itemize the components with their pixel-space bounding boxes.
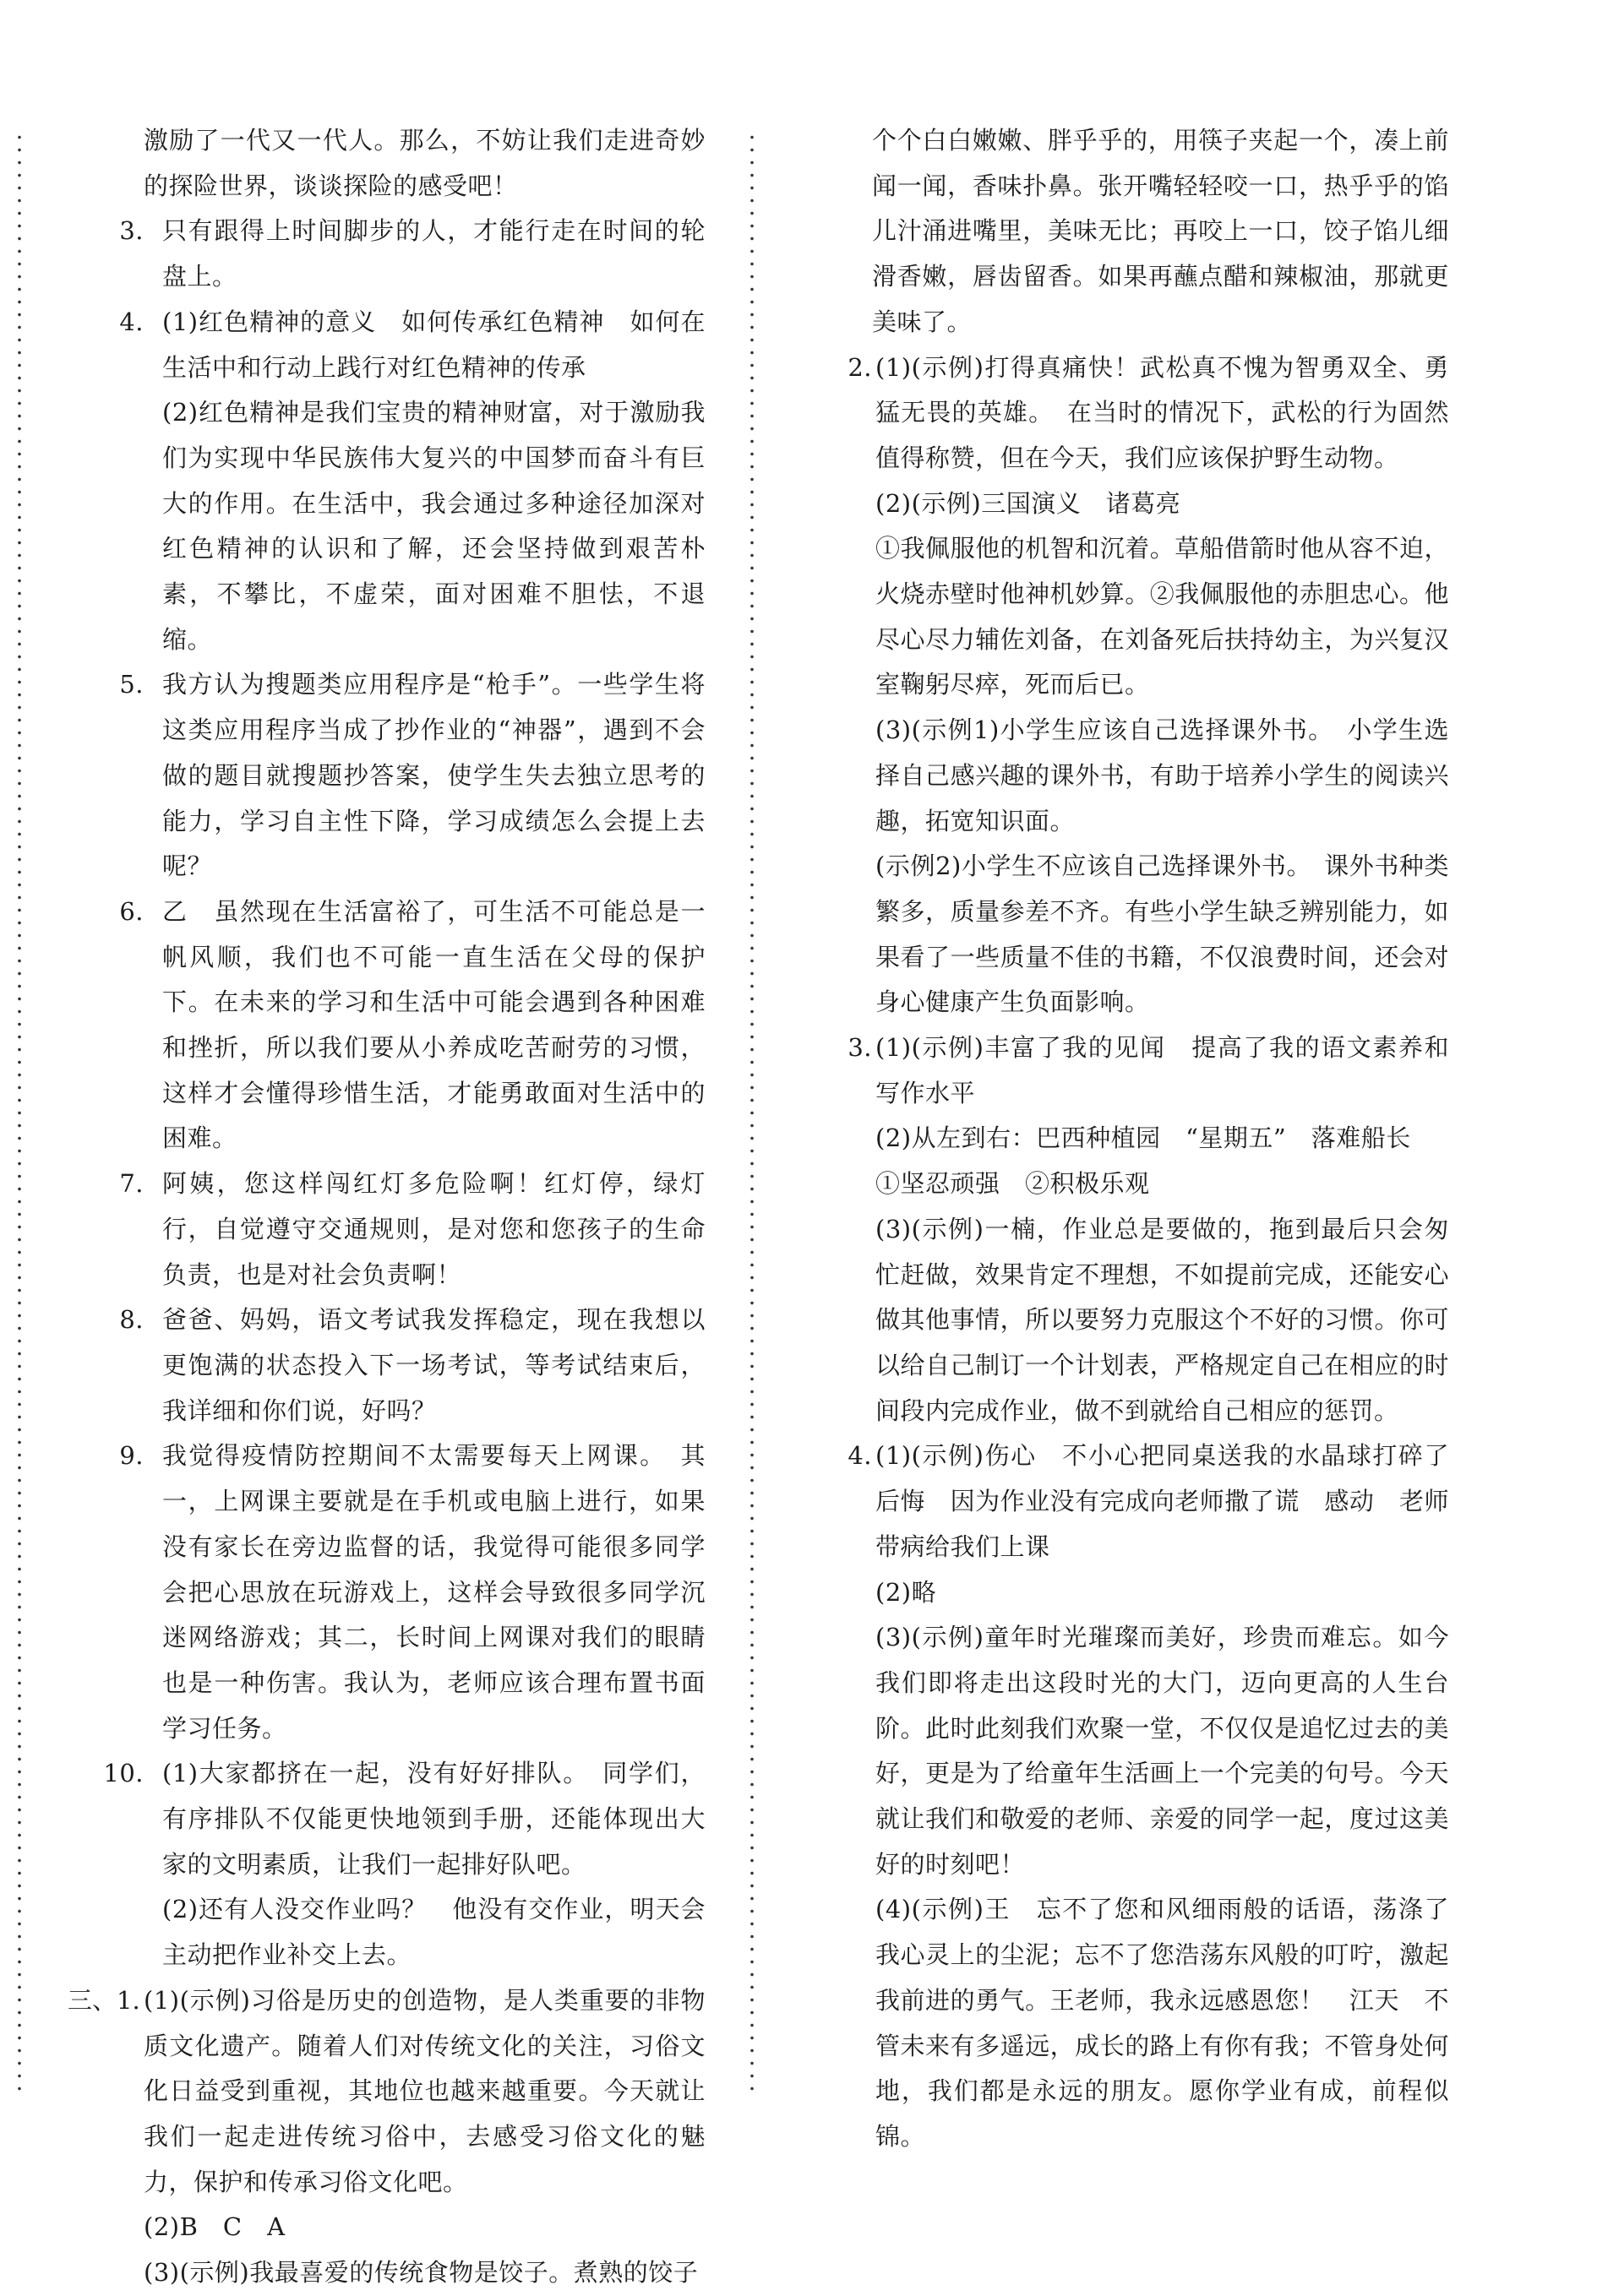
item-number: 6. (119, 896, 144, 926)
item-body (144, 1751, 706, 1978)
item-number: 3. (848, 1033, 872, 1063)
right-column (837, 118, 1474, 2160)
answer-item (68, 300, 706, 663)
item-number: 2. (848, 352, 872, 382)
answer-item (68, 890, 706, 1162)
section-three (68, 1978, 706, 2296)
item-body (144, 662, 706, 890)
answer-item (837, 345, 1449, 1026)
item-number: 10. (103, 1759, 144, 1788)
binding-dots-left (17, 131, 22, 2091)
answer-text: (3)(示例)童年时光璀璨而美好，珍贵而难忘。如今我们即将走出这段时光的大门，迈向更高的人生台阶。此时此刻我们欢聚一堂，不仅仅是追忆过去的美好，更是为了给童年生活画上一个完美的句号。今天就让我们和敬爱的老师、亲爱的同学一起，度过这美好的时刻吧！ (875, 1623, 1449, 1879)
answer-text: 爸爸、妈妈，语文考试我发挥稳定，现在我想以更饱满的状态投入下一场考试，等考试结束后，我详细和你们说，好吗？ (162, 1305, 706, 1425)
answer-text: ①我佩服他的机智和沉着。草船借箭时他从容不迫，火烧赤壁时他神机妙算。②我佩服他的赤胆忠心。他尽心尽力辅佐刘备，在刘备死后扶持幼主，为兴复汉室鞠躬尽瘁，死而后已。 (875, 534, 1449, 699)
answer-item (68, 1434, 706, 1751)
answer-text: (示例2)小学生不应该自己选择课外书。 课外书种类繁多，质量参差不齐。有些小学生缺乏辨别能力，如果看了一些质量不佳的书籍，不仅浪费时间，还会对身心健康产生负面影响。 (875, 851, 1449, 1017)
answer-text: 只有跟得上时间脚步的人，才能行走在时间的轮盘上。 (162, 216, 706, 291)
answer-item (68, 1162, 706, 1298)
item-number: 3. (119, 216, 144, 246)
answer-item (837, 1434, 1474, 2159)
left-column (68, 118, 706, 2296)
continuation-text: 个个白白嫩嫩、胖乎乎的，用筷子夹起一个，凑上前闻一闻，香味扑鼻。张开嘴轻轻咬一口，热乎乎的馅儿汁涌进嘴里，美味无比；再咬上一口，饺子馅儿细滑香嫩，唇齿留香。如果再蘸点醋和辣椒油，那就更美味了。 (872, 126, 1449, 336)
answer-text: (3)(示例)一楠，作业总是要做的，拖到最后只会匆忙赶做，效果肯定不理想，不如提前完成，还能安心做其他事情，所以要努力克服这个不好的习惯。你可以给自己制订一个计划表，严格规定自己在相应的时间段内完成作业，做不到就给自己相应的惩罚。 (875, 1214, 1449, 1425)
answer-text: (1)(示例)习俗是历史的创造物，是人类重要的非物质文化遗产。随着人们对传统文化的关注，习俗文化日益受到重视，其地位也越来越重要。今天就让我们一起走进传统习俗中，去感受习俗文化的魅力，保护和传承习俗文化吧。 (144, 1985, 706, 2196)
item-number: 7. (119, 1169, 144, 1199)
item-body (144, 1162, 706, 1298)
continuation-text: 激励了一代又一代人。那么，不妨让我们走进奇妙的探险世界，谈谈探险的感受吧！ (144, 126, 706, 200)
answer-text: (1)(示例)伤心 不小心把同桌送我的水晶球打碎了 后悔 因为作业没有完成向老师撒了谎 感动 老师带病给我们上课 (875, 1441, 1474, 1561)
answer-item (68, 209, 706, 299)
item-body (144, 1434, 706, 1751)
answer-text: (3)(示例1)小学生应该自己选择课外书。 小学生选择自己感兴趣的课外书，有助于培养小学生的阅读兴趣，拓宽知识面。 (875, 715, 1449, 835)
item-number: 4. (119, 307, 144, 336)
answer-text: (2)略 (875, 1577, 937, 1607)
answer-text: (1)红色精神的意义 如何传承红色精神 如何在生活中和行动上践行对红色精神的传承 (162, 307, 706, 382)
answer-text: (2)(示例)三国演义 诸葛亮 (875, 488, 1181, 518)
answer-item (68, 1298, 706, 1434)
section-body (144, 1978, 706, 2296)
answer-text: (1)(示例)丰富了我的见闻 提高了我的语文素养和写作水平 (875, 1033, 1449, 1107)
answer-text: (2)红色精神是我们宝贵的精神财富，对于激励我们为实现中华民族伟大复兴的中国梦而奋斗有巨大的作用。在生活中，我会通过多种途径加深对红色精神的认识和了解，还会坚持做到艰苦朴素，不攀比，不虚荣，面对困难不胆怯，不退缩。 (162, 398, 706, 654)
item-body (872, 1026, 1449, 1434)
answer-text: 乙 虽然现在生活富裕了，可生活不可能总是一帆风顺，我们也不可能一直生活在父母的保护下。在未来的学习和生活中可能会遇到各种困难和挫折，所以我们要从小养成吃苦耐劳的习惯，这样才会懂得珍惜生活，才能勇敢面对生活中的困难。 (162, 896, 706, 1153)
item-number: 9. (119, 1441, 144, 1471)
answer-text: (3)(示例)我最喜爱的传统食物是饺子。煮熟的饺子 (144, 2258, 699, 2288)
item-body (144, 300, 706, 663)
section-number: 三、1. (68, 1985, 140, 2015)
item-body (872, 345, 1449, 1026)
item-body (144, 1298, 706, 1434)
answer-text: ①坚忍顽强 ②积极乐观 (875, 1169, 1150, 1199)
answer-text: (1)(示例)打得真痛快！武松真不愧为智勇双全、勇猛无畏的英雄。 在当时的情况下，武松的行为固然值得称赞，但在今天，我们应该保护野生动物。 (875, 352, 1449, 472)
answer-text: (2)B C A (144, 2212, 286, 2242)
answer-item (68, 662, 706, 890)
item-number: 5. (119, 670, 144, 699)
answer-text: (1)大家都挤在一起，没有好好排队。 同学们，有序排队不仅能更快地领到手册，还能体现出大家的文明素质，让我们一起排好队吧。 (162, 1759, 706, 1879)
item-number: 4. (848, 1441, 872, 1471)
answer-item (68, 1751, 706, 1978)
item-body (872, 1434, 1474, 2159)
item-body (144, 209, 706, 299)
answer-text: 我方认为搜题类应用程序是“枪手”。一些学生将这类应用程序当成了抄作业的“神器”，遇到不会做的题目就搜题抄答案，使学生失去独立思考的能力，学习自主性下降，学习成绩怎么会提上去呢？ (162, 670, 706, 881)
answer-text: 我觉得疫情防控期间不太需要每天上网课。 其一，上网课主要就是在手机或电脑上进行，如果没有家长在旁边监督的话，我觉得可能很多同学会把心思放在玩游戏上，这样会导致很多同学沉迷网络游戏；其二，长时间上网课对我们的眼睛也是一种伤害。我认为，老师应该合理布置书面学习任务。 (162, 1441, 706, 1743)
answer-text: 阿姨，您这样闯红灯多危险啊！红灯停，绿灯行，自觉遵守交通规则，是对您和您孩子的生命负责，也是对社会负责啊！ (162, 1169, 706, 1289)
answer-text: (4)(示例)王 忘不了您和风细雨般的话语，荡涤了我心灵上的尘泥；忘不了您浩荡东风般的叮咛，激起我前进的勇气。王老师，我永远感恩您！ 江天 不管未来有多遥远，成长的路上有你有我；不管身处何地，我们都是永远的朋友。愿你学业有成，前程似锦。 (875, 1895, 1449, 2151)
answer-text: (2)从左到右：巴西种植园 “星期五” 落难船长 (875, 1124, 1411, 1153)
binding-dots-middle (749, 131, 755, 2091)
item-number: 8. (119, 1305, 144, 1335)
answer-text: (2)还有人没交作业吗？ 他没有交作业，明天会主动把作业补交上去。 (162, 1895, 706, 1970)
item-body (144, 890, 706, 1162)
answer-item (837, 1026, 1449, 1434)
